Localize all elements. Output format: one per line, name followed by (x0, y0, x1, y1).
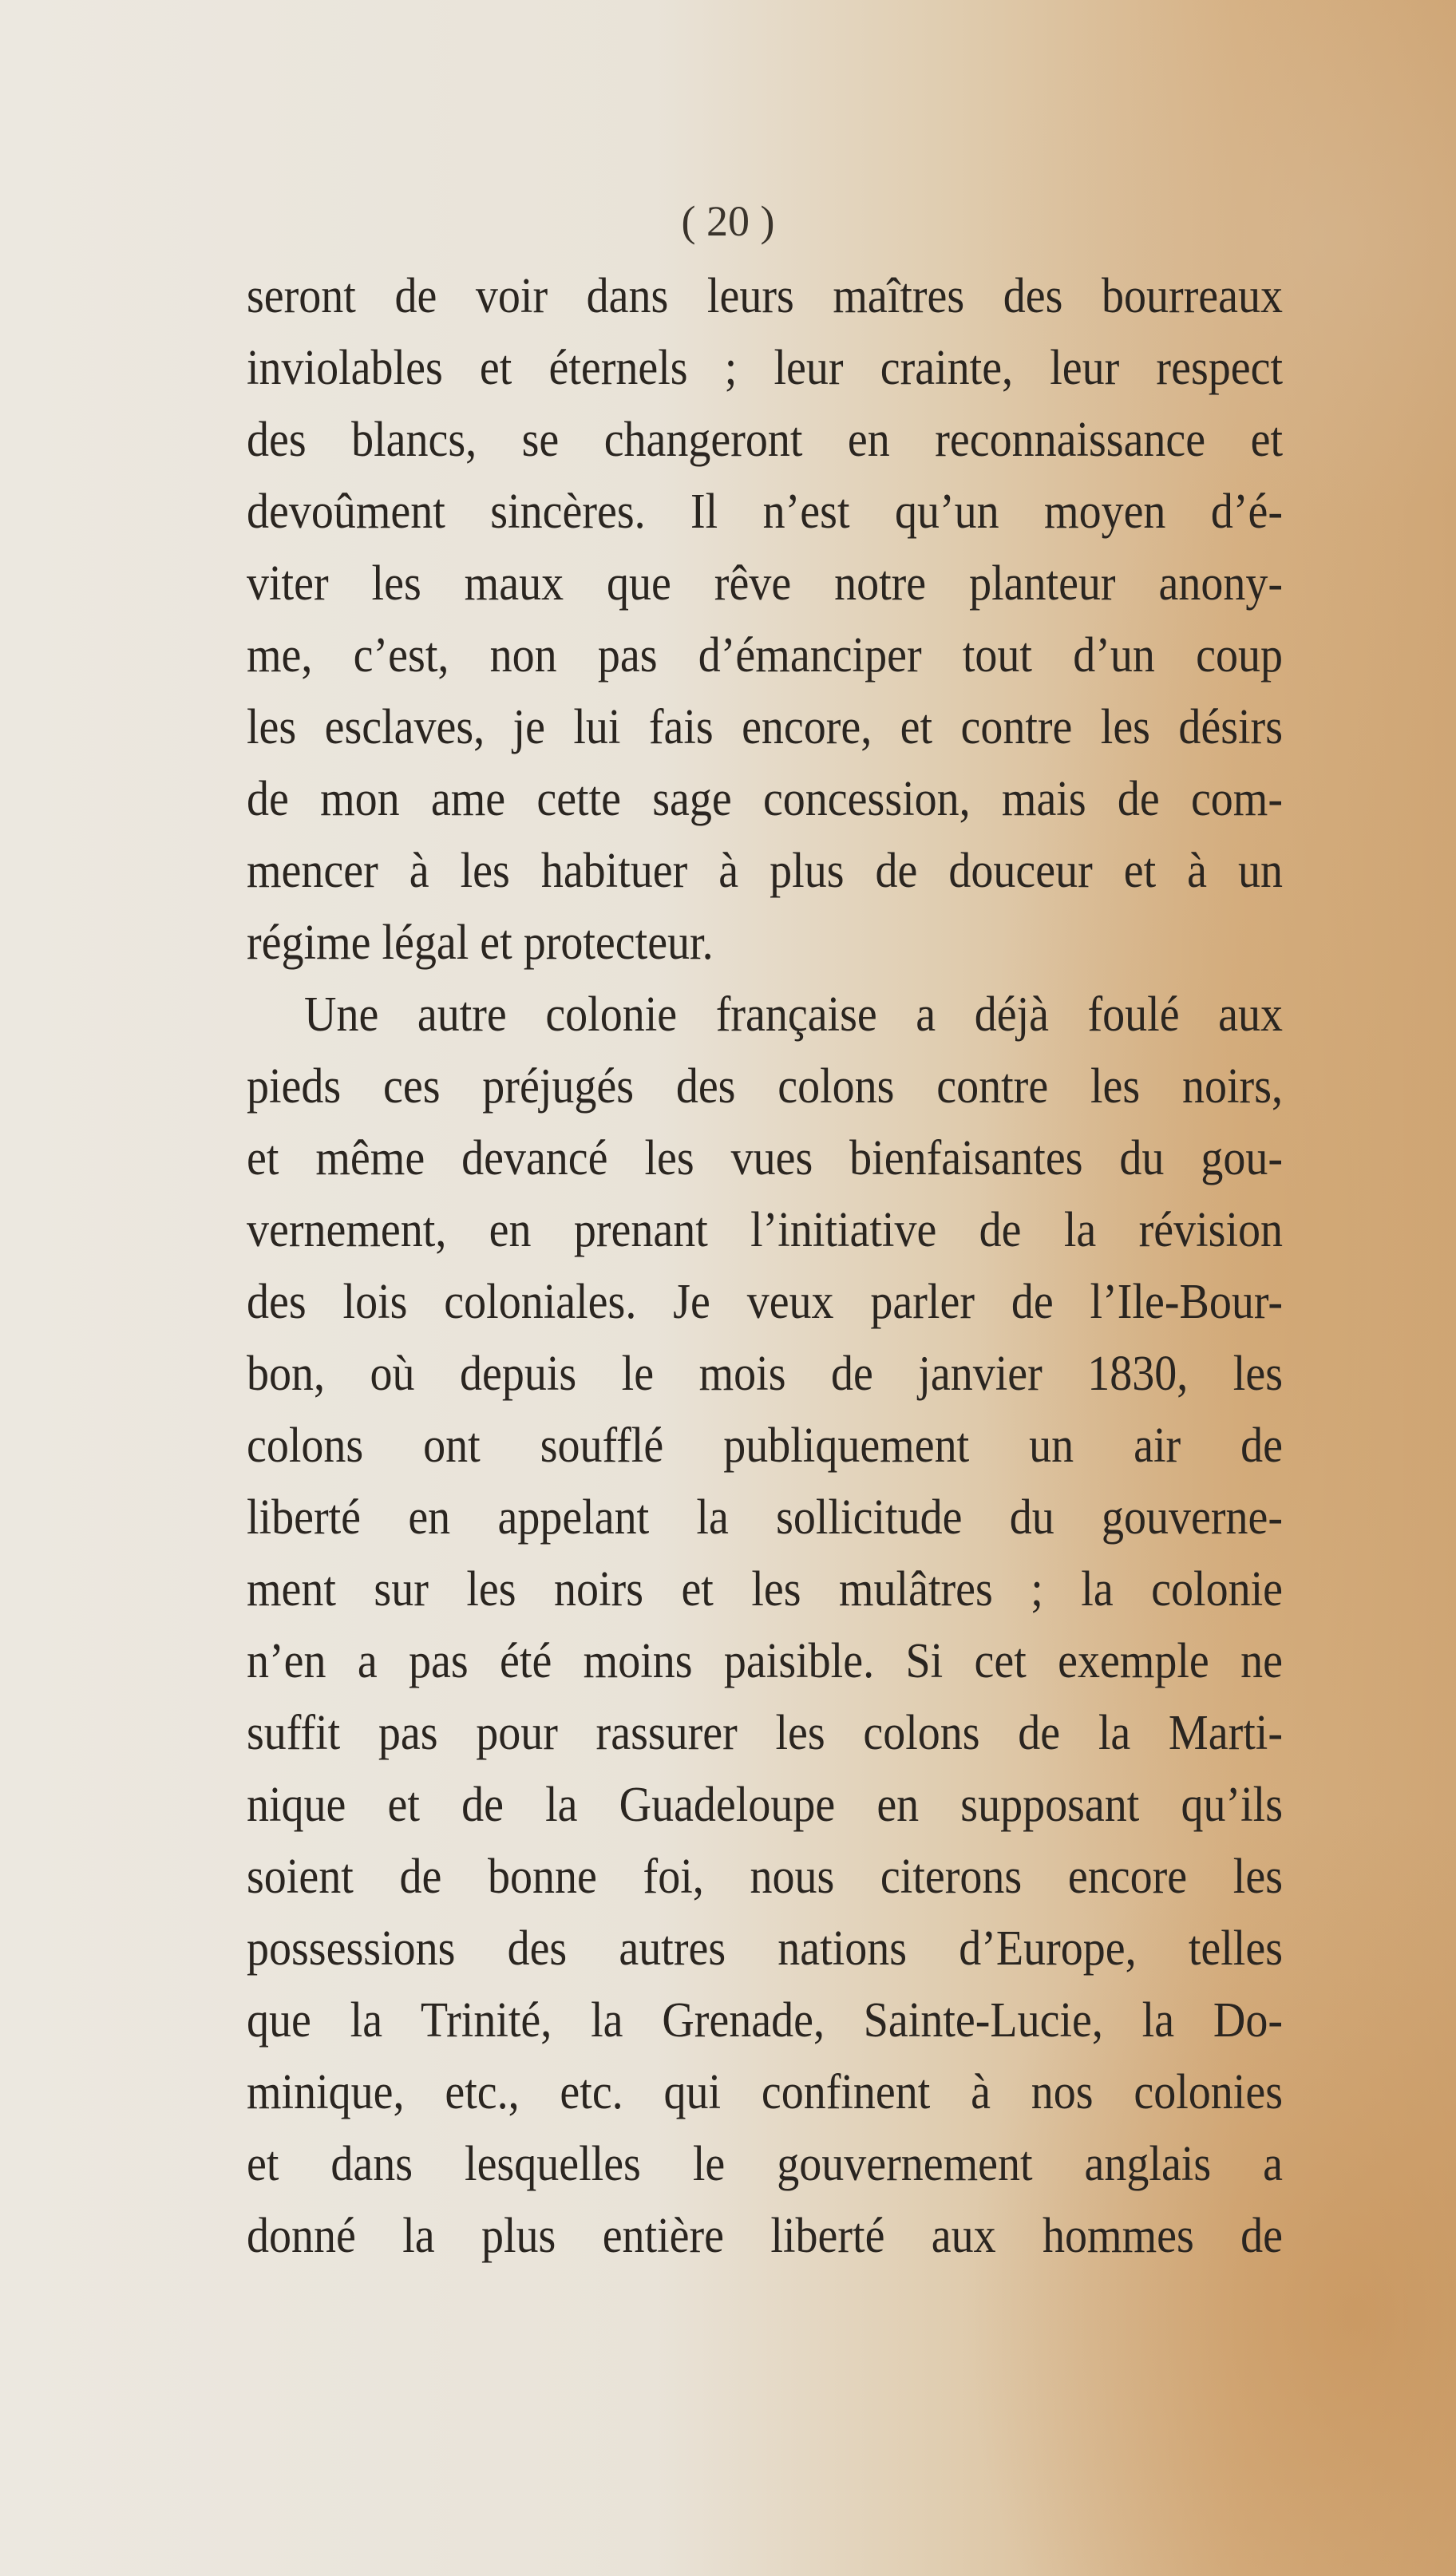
text-line: possessions des autres nations d’Europe, telles (247, 1921, 1283, 1977)
text-line: de mon ame cette sage concession, mais de com- (247, 771, 1283, 827)
text-line: seront de voir dans leurs maîtres des bourreaux (247, 268, 1283, 324)
text-line: vernement, en prenant l’initiative de la révision (247, 1202, 1283, 1258)
text-line: donné la plus entière liberté aux hommes de (247, 2208, 1283, 2264)
text-line: mencer à les habituer à plus de douceur et à un (247, 843, 1283, 899)
text-line: pieds ces préjugés des colons contre les noirs, (247, 1058, 1283, 1114)
text-line: des lois coloniales. Je veux parler de l’Ile-Bour- (247, 1274, 1283, 1330)
page-number: ( 20 ) (681, 197, 775, 245)
text-line: liberté en appelant la sollicitude du gouverne- (247, 1490, 1283, 1545)
text-line: ment sur les noirs et les mulâtres ; la colonie (247, 1561, 1283, 1617)
body-text (247, 260, 1283, 2272)
text-line: des blancs, se changeront en reconnaissance et (247, 412, 1283, 468)
text-line: me, c’est, non pas d’émanciper tout d’un coup (247, 627, 1283, 683)
text-line: et même devancé les vues bienfaisantes du gou- (247, 1130, 1283, 1186)
text-line: bon, où depuis le mois de janvier 1830, les (247, 1346, 1283, 1402)
text-line: minique, etc., etc. qui confinent à nos colonies (247, 2064, 1283, 2120)
paragraph-1 (247, 260, 1283, 979)
text-line: nique et de la Guadeloupe en supposant qu’ils (247, 1777, 1283, 1833)
text-line: régime légal et protecteur. (247, 915, 714, 971)
text-line: Une autre colonie française a déjà foulé aux (304, 987, 1283, 1043)
text-line: les esclaves, je lui fais encore, et contre les désirs (247, 699, 1283, 755)
text-line: soient de bonne foi, nous citerons encore les (247, 1849, 1283, 1905)
text-line: que la Trinité, la Grenade, Sainte-Lucie, la Do- (247, 1992, 1283, 2048)
text-line: n’en a pas été moins paisible. Si cet exemple ne (247, 1633, 1283, 1689)
text-line: colons ont soufflé publiquement un air de (247, 1418, 1283, 1474)
paragraph-2 (247, 979, 1283, 2272)
text-line: devoûment sincères. Il n’est qu’un moyen d’é- (247, 484, 1283, 540)
text-line: suffit pas pour rassurer les colons de la Marti- (247, 1705, 1283, 1761)
text-line: et dans lesquelles le gouvernement anglais a (247, 2136, 1283, 2192)
text-line: viter les maux que rêve notre planteur anony- (247, 556, 1283, 611)
text-line: inviolables et éternels ; leur crainte, leur respect (247, 340, 1283, 396)
